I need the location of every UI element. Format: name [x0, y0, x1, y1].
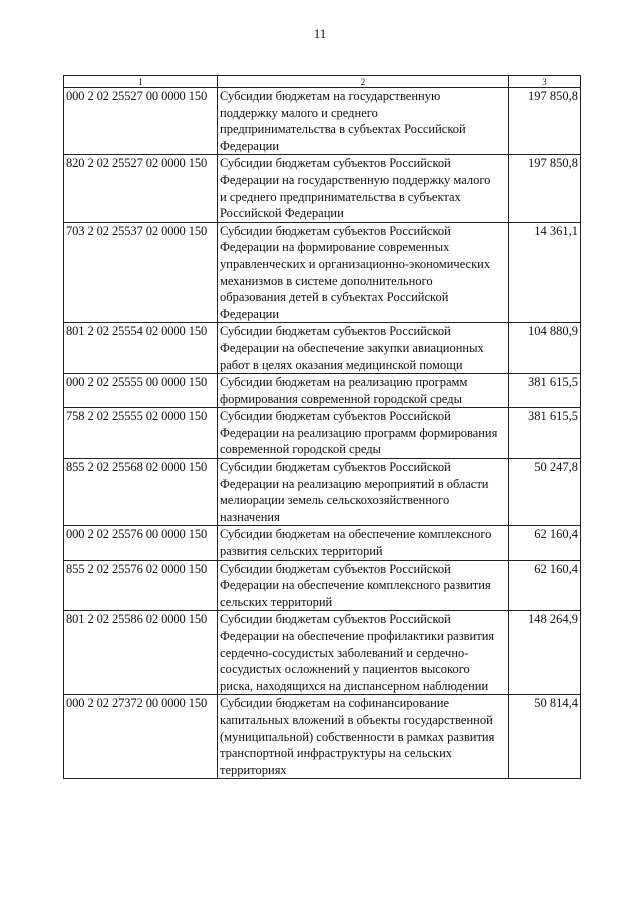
- description-line: мелиорации земель сельскохозяйственного: [220, 493, 450, 508]
- description-cell: [218, 88, 509, 155]
- description-cell: [218, 611, 509, 695]
- description-line: назначения: [220, 509, 280, 524]
- description-line: поддержку малого и среднего: [220, 105, 378, 120]
- table-row: [64, 695, 581, 779]
- budget-code-cell: 000 2 02 25576 00 0000 150: [64, 526, 218, 560]
- description-line: Федерации: [220, 138, 280, 153]
- budget-code-cell: 000 2 02 27372 00 0000 150: [64, 695, 218, 779]
- budget-code-cell: 758 2 02 25555 02 0000 150: [64, 408, 218, 459]
- description-line: сельских территорий: [220, 594, 333, 609]
- table-row: [64, 155, 581, 222]
- description-line: Субсидии бюджетам на государственную: [220, 89, 441, 103]
- budget-code-cell: 820 2 02 25527 02 0000 150: [64, 155, 218, 222]
- description-line: механизмов в системе дополнительного: [220, 273, 433, 288]
- amount-cell: 104 880,9: [509, 323, 581, 374]
- amount-cell: 50 814,4: [509, 695, 581, 779]
- description-line: Субсидии бюджетам субъектов Российской: [220, 561, 451, 576]
- description-line: Субсидии бюджетам на обеспечение комплексного: [220, 527, 492, 542]
- description-line: Субсидии бюджетам субъектов Российской: [220, 223, 451, 238]
- amount-cell: 381 615,5: [509, 374, 581, 408]
- description-line: управленческих и организационно-экономических: [220, 256, 491, 271]
- description-cell: [218, 560, 509, 611]
- description-line: и среднего предпринимательства в субъектах: [220, 189, 461, 204]
- table-row: [64, 611, 581, 695]
- amount-cell: 197 850,8: [509, 88, 581, 155]
- table-row: [64, 88, 581, 155]
- description-line: территориях: [220, 762, 287, 777]
- table-header-row: [64, 76, 581, 88]
- description-cell: [218, 323, 509, 374]
- table-row: [64, 526, 581, 560]
- description-line: Субсидии бюджетам субъектов Российской: [220, 612, 451, 627]
- description-line: Федерации на реализацию мероприятий в области: [220, 476, 489, 491]
- amount-cell: 14 361,1: [509, 222, 581, 323]
- column-header-amount: 3: [509, 76, 581, 88]
- description-line: Субсидии бюджетам на реализацию программ: [220, 375, 468, 390]
- description-line: работ в целях оказания медицинской помощи: [220, 357, 463, 372]
- description-line: Субсидии бюджетам субъектов Российской: [220, 409, 451, 424]
- description-line: Федерации на обеспечение профилактики развития: [220, 629, 495, 643]
- column-header-code: 1: [64, 76, 218, 88]
- amount-cell: 50 247,8: [509, 459, 581, 526]
- description-line: Федерации: [220, 306, 280, 321]
- amount-cell: 62 160,4: [509, 526, 581, 560]
- amount-cell: 197 850,8: [509, 155, 581, 222]
- description-cell: [218, 374, 509, 408]
- description-line: сердечно-сосудистых заболеваний и сердечно-: [220, 645, 469, 660]
- description-line: Федерации на обеспечение комплексного развития: [220, 578, 491, 593]
- budget-code-cell: 801 2 02 25554 02 0000 150: [64, 323, 218, 374]
- table-row: [64, 323, 581, 374]
- description-line: Федерации на государственную поддержку малого: [220, 172, 491, 187]
- budget-code-cell: 703 2 02 25537 02 0000 150: [64, 222, 218, 323]
- description-line: Федерации на обеспечение закупки авиационных: [220, 340, 484, 355]
- budget-code-cell: 000 2 02 25555 00 0000 150: [64, 374, 218, 408]
- description-line: Субсидии бюджетам на софинансирование: [220, 696, 450, 711]
- amount-cell: 381 615,5: [509, 408, 581, 459]
- description-line: Российской Федерации: [220, 206, 344, 221]
- description-line: формирования современной городской среды: [220, 391, 463, 406]
- description-line: образования детей в субъектах Российской: [220, 290, 449, 305]
- description-cell: [218, 459, 509, 526]
- description-line: риска, находящихся на диспансерном наблюдении: [220, 678, 489, 693]
- table-row: [64, 222, 581, 323]
- budget-code-cell: 000 2 02 25527 00 0000 150: [64, 88, 218, 155]
- budget-code-cell: 801 2 02 25586 02 0000 150: [64, 611, 218, 695]
- description-cell: [218, 222, 509, 323]
- table-row: [64, 459, 581, 526]
- description-line: предпринимательства в субъектах Российской: [220, 122, 466, 137]
- description-line: Федерации на реализацию программ формирования: [220, 425, 498, 440]
- description-line: (муниципальной) собственности в рамках развития: [220, 729, 495, 744]
- description-line: капитальных вложений в объекты государственной: [220, 712, 493, 727]
- table-row: [64, 374, 581, 408]
- description-line: развития сельских территорий: [220, 544, 383, 559]
- table-row: [64, 408, 581, 459]
- description-cell: [218, 695, 509, 779]
- description-cell: [218, 526, 509, 560]
- description-line: Субсидии бюджетам субъектов Российской: [220, 460, 451, 475]
- description-line: современной городской среды: [220, 442, 381, 457]
- description-line: Федерации на формирование современных: [220, 240, 450, 255]
- description-line: транспортной инфраструктуры на сельских: [220, 746, 453, 761]
- amount-cell: 62 160,4: [509, 560, 581, 611]
- description-line: Субсидии бюджетам субъектов Российской: [220, 324, 451, 339]
- description-cell: [218, 155, 509, 222]
- budget-table: [63, 75, 581, 779]
- table-row: [64, 560, 581, 611]
- column-header-name: 2: [218, 76, 509, 88]
- budget-code-cell: 855 2 02 25568 02 0000 150: [64, 459, 218, 526]
- budget-code-cell: 855 2 02 25576 02 0000 150: [64, 560, 218, 611]
- amount-cell: 148 264,9: [509, 611, 581, 695]
- page-number: 11: [313, 26, 327, 41]
- description-line: сосудистых осложнений у пациентов высокого: [220, 662, 470, 677]
- description-line: Субсидии бюджетам субъектов Российской: [220, 156, 451, 171]
- description-cell: [218, 408, 509, 459]
